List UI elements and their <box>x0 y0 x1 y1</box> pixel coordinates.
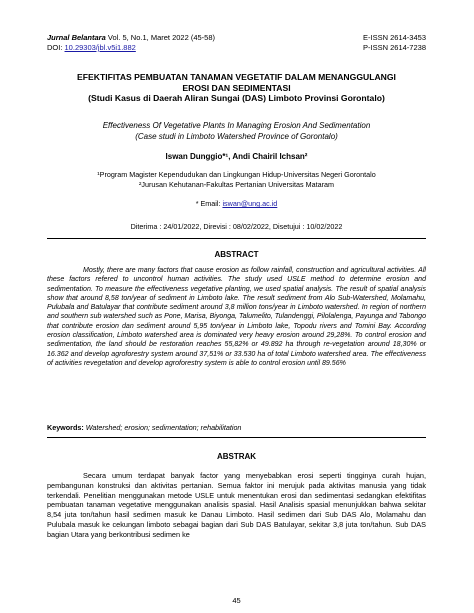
english-title-line-2: (Case studi in Limboto Watershed Province of Gorontalo) <box>135 131 338 141</box>
header-row-1 <box>47 33 426 43</box>
page-number: 45 <box>232 596 241 605</box>
email-label: * Email: <box>195 199 223 208</box>
volume-info: Vol. 5, No.1, Maret 2022 (45-58) <box>107 33 216 42</box>
email-line <box>47 199 426 208</box>
affiliations <box>47 170 426 190</box>
doi-line <box>47 43 136 53</box>
title-line-3: (Studi Kasus di Daerah Aliran Sungai (DAS) Limboto Provinsi Gorontalo) <box>88 93 385 103</box>
authors: Iswan Dunggio*¹, Andi Chairil Ichsan² <box>165 152 308 161</box>
keywords-text: Watershed; erosion; sedimentation; rehabilitation <box>83 423 242 432</box>
abstrak-heading: ABSTRAK <box>216 452 257 461</box>
journal-header <box>47 33 426 53</box>
affiliation-2: ²Jurusan Kehutanan-Fakultas Pertanian Universitas Mataram <box>139 180 334 189</box>
english-title <box>47 121 426 142</box>
abstract-heading: ABSTRACT <box>214 250 259 259</box>
affiliation-1: ¹Program Magister Kependudukan dan Lingkungan Hidup-Universitas Negeri Gorontalo <box>97 170 376 179</box>
title-line-2: EROSI DAN SEDIMENTASI <box>182 82 291 93</box>
journal-name: Jurnal Belantara <box>47 33 106 42</box>
abstract-body: Mostly, there are many factors that cause erosion as follow rainfall, construction and agricultural activities. All these factors refered to uncontrol human activities. The study used USLE method to determine erosion and sedimentation. To measure the effectiveness vegetative planting, we used spatial analysis. The result of spatial analysis show that around 8,58 ton/year of sediment in Limboto lake. The result sediment from Alo Sub-Watershed, Molamahu, Pulubala and Batulayar that contribute sediment around 3,8 million tons/year in Limboto watershed. In region of northern and southern sub watershed such as Pone, Marisa, Biyonga, Talumelito, Tulandenggi, Pilolalenga, Payunga and Tabongo that contribute erosion dan sediment around 5,95 ton/year in Limboto lake, Topodu rivers and Tomini Bay. According erosion classification, Limboto watershed area is dominated very heavy erosion around 29,28%. To control erosion and sedimentation, the land should be restoration reaches 55,82% or 49.892 ha through re-vegetation around 18,30% or 16.362 and develop agroforestry system around 37,51% or 33.530 ha of total Limboto watershed area. The effectiveness of activities revegetation and develop agroforestry system is able to control erosion until 89.56% <box>47 267 426 367</box>
paper-title <box>47 72 426 104</box>
divider-top <box>47 238 426 239</box>
eissn: E-ISSN 2614-3453 <box>363 33 426 42</box>
keywords-line <box>47 423 426 432</box>
pissn: P-ISSN 2614-7238 <box>363 43 426 52</box>
doi-link[interactable]: 10.29303/jbl.v5i1.882 <box>64 43 136 52</box>
doi-label: DOI: <box>47 43 63 52</box>
title-line-1: EFEKTIFITAS PEMBUATAN TANAMAN VEGETATIF DALAM MENANGGULANGI <box>77 72 396 82</box>
keywords-label: Keywords: <box>47 423 84 432</box>
divider-bottom <box>47 437 426 438</box>
header-row-2 <box>47 43 426 53</box>
dates-line: Diterima : 24/01/2022, Direvisi : 08/02/2022, Disetujui : 10/02/2022 <box>130 222 343 231</box>
email-link[interactable]: iswan@ung.ac.id <box>222 199 278 208</box>
abstrak-body: Secara umum terdapat banyak factor yang menyebabkan erosi seperti tingginya curah hujan, pembangunan konstruksi dan aktivitas pertanian. Semua faktor ini merujuk pada aktivitas manusia yang tidak terkendali. Penelitian menggunakan metode USLE untuk menentukan erosi dan sedimentasi sedangkan efektifitas pembuatan tanaman vegetative menggunakan analisis spasial. Hasil Analisis spasial menunjukkan bahwa sekitar 8,54 juta ton/tahun hasil sedimen masuk ke Danau Limboto. Hasil sedimen dari Sub DAS Alo, Molamahu dan Pulubala masuk ke cekungan limboto sebagai bagian dari Sub DAS Batulayar, sekitar 3,8 juta ton/tahun. Sub DAS bagian Utara yang berkontribusi sedimen ke <box>47 471 426 539</box>
journal-info <box>47 33 215 43</box>
english-title-line-1: Effectiveness Of Vegetative Plants In Managing Erosion And Sedimentation <box>102 121 371 130</box>
